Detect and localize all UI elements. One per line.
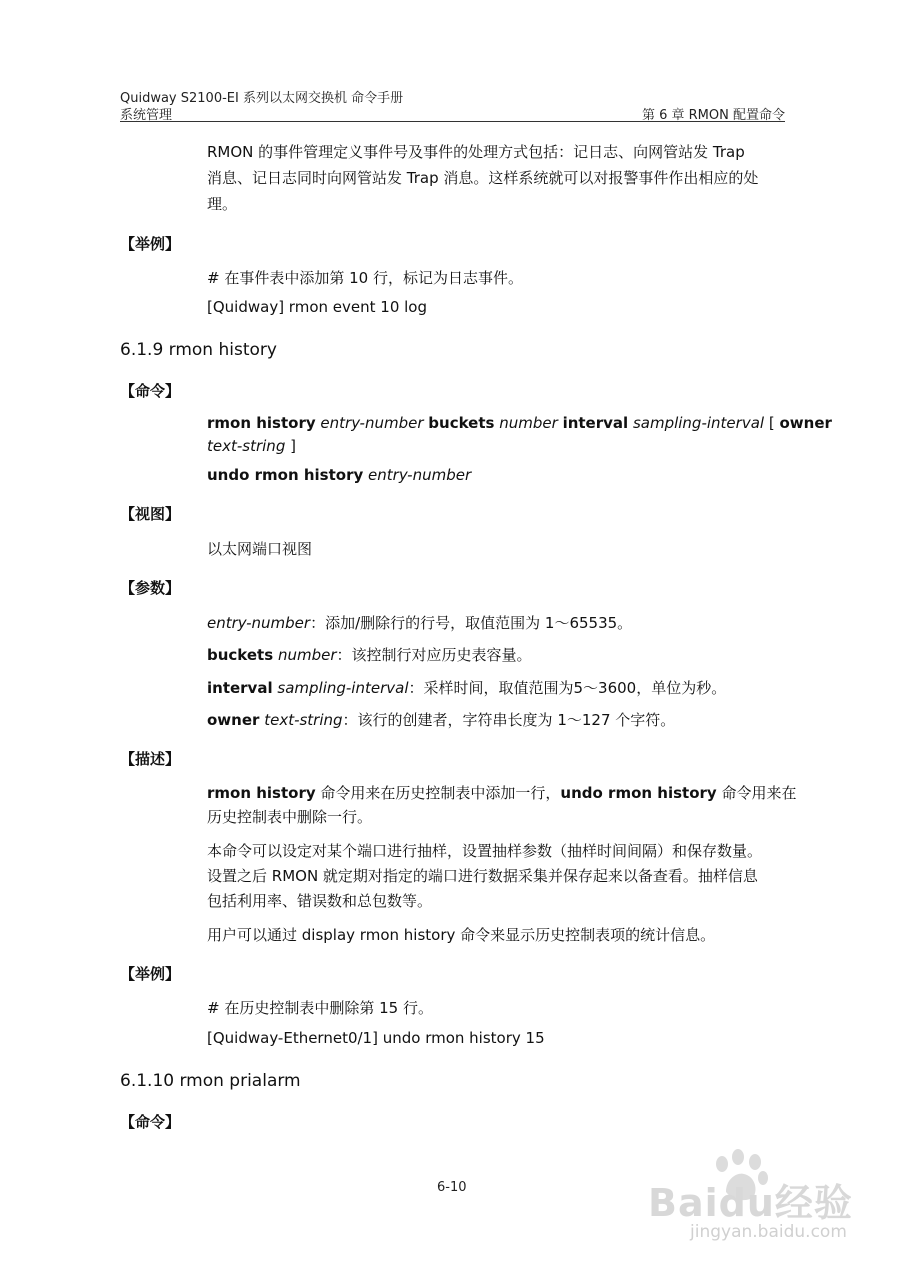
watermark-logo: Baidu经验 — [648, 1181, 853, 1225]
param-arg: sampling-interval — [277, 679, 409, 697]
desc-label: 【描述】 — [120, 750, 181, 768]
param-name: interval — [207, 679, 273, 697]
param-arg: number — [277, 646, 337, 664]
desc-text: 命令用来在历史控制表中添加一行， — [315, 784, 561, 802]
param-buckets — [207, 644, 532, 665]
desc-p3: 用户可以通过 display rmon history 命令来显示历史控制表项的统计信息。 — [207, 926, 716, 944]
desc-keyword: undo rmon history — [560, 784, 717, 802]
syntax-bracket: ] — [290, 437, 296, 455]
example-command: [Quidway-Ethernet0/1] undo rmon history 15 — [207, 1029, 545, 1047]
syntax-keyword: owner — [779, 414, 832, 432]
intro-line-3: 理。 — [207, 195, 238, 213]
param-name: buckets — [207, 646, 274, 664]
syntax-argument: number — [499, 414, 558, 432]
section-title-619: 6.1.9 rmon history — [120, 340, 277, 360]
param-interval — [207, 677, 726, 698]
syntax-bracket: [ — [768, 414, 775, 432]
syntax-argument: entry-number — [320, 414, 424, 432]
example-command: [Quidway] rmon event 10 log — [207, 298, 427, 316]
param-arg: text-string — [264, 711, 343, 729]
header-rule — [120, 121, 785, 122]
param-entry-number — [207, 612, 632, 633]
page-number: 6-10 — [437, 1180, 467, 1195]
example-comment: # 在历史控制表中删除第 15 行。 — [207, 999, 433, 1017]
section-title-6110: 6.1.10 rmon prialarm — [120, 1071, 301, 1091]
param-owner — [207, 709, 675, 730]
param-desc: ：采样时间，取值范围为5～3600，单位为秒。 — [408, 679, 727, 697]
param-label: 【参数】 — [120, 579, 181, 597]
example-comment: # 在事件表中添加第 10 行，标记为日志事件。 — [207, 269, 523, 287]
desc-p2-line-1: 本命令可以设定对某个端口进行抽样，设置抽样参数（抽样时间间隔）和保存数量。 — [207, 842, 763, 860]
header-product: Quidway S2100-EI 系列以太网交换机 命令手册 — [120, 91, 404, 106]
header-section: 系统管理 — [120, 108, 173, 123]
desc-p2-line-3: 包括利用率、错误数和总包数等。 — [207, 892, 433, 910]
param-name: owner — [207, 711, 260, 729]
example-label: 【举例】 — [120, 965, 181, 983]
param-arg: entry-number — [207, 614, 311, 632]
example-label: 【举例】 — [120, 235, 181, 253]
desc-keyword: rmon history — [207, 784, 316, 802]
desc-p1-line-1 — [207, 782, 796, 803]
syntax-keyword: undo rmon history — [207, 466, 364, 484]
intro-line-2: 消息、记日志同时向网管站发 Trap 消息。这样系统就可以对报警事件作出相应的处 — [207, 169, 759, 187]
param-desc: ：添加/删除行的行号，取值范围为 1～65535。 — [310, 614, 633, 632]
param-desc: ：该行的创建者，字符串长度为 1～127 个字符。 — [342, 711, 676, 729]
undo-syntax — [207, 466, 471, 484]
syntax-argument: entry-number — [368, 466, 472, 484]
desc-text: 命令用来在 — [716, 784, 797, 802]
syntax-keyword: buckets — [428, 414, 495, 432]
syntax-keyword: rmon history — [207, 414, 316, 432]
syntax-argument: sampling-interval — [632, 414, 765, 432]
command-label: 【命令】 — [120, 382, 181, 400]
view-label: 【视图】 — [120, 505, 181, 523]
view-text: 以太网端口视图 — [207, 540, 313, 558]
desc-p1-line-2: 历史控制表中删除一行。 — [207, 808, 373, 826]
intro-line-1: RMON 的事件管理定义事件号及事件的处理方式包括：记日志、向网管站发 Trap — [207, 143, 745, 161]
watermark-url: jingyan.baidu.com — [690, 1222, 847, 1242]
header-chapter: 第 6 章 RMON 配置命令 — [641, 108, 785, 123]
syntax-argument: text-string — [207, 437, 286, 455]
command-syntax-line-1 — [207, 414, 832, 432]
command-syntax-line-2 — [207, 437, 296, 455]
command-label: 【命令】 — [120, 1113, 181, 1131]
param-desc: ：该控制行对应历史表容量。 — [336, 646, 532, 664]
desc-p2-line-2: 设置之后 RMON 就定期对指定的端口进行数据采集并保存起来以备查看。抽样信息 — [207, 867, 758, 885]
syntax-keyword: interval — [562, 414, 629, 432]
